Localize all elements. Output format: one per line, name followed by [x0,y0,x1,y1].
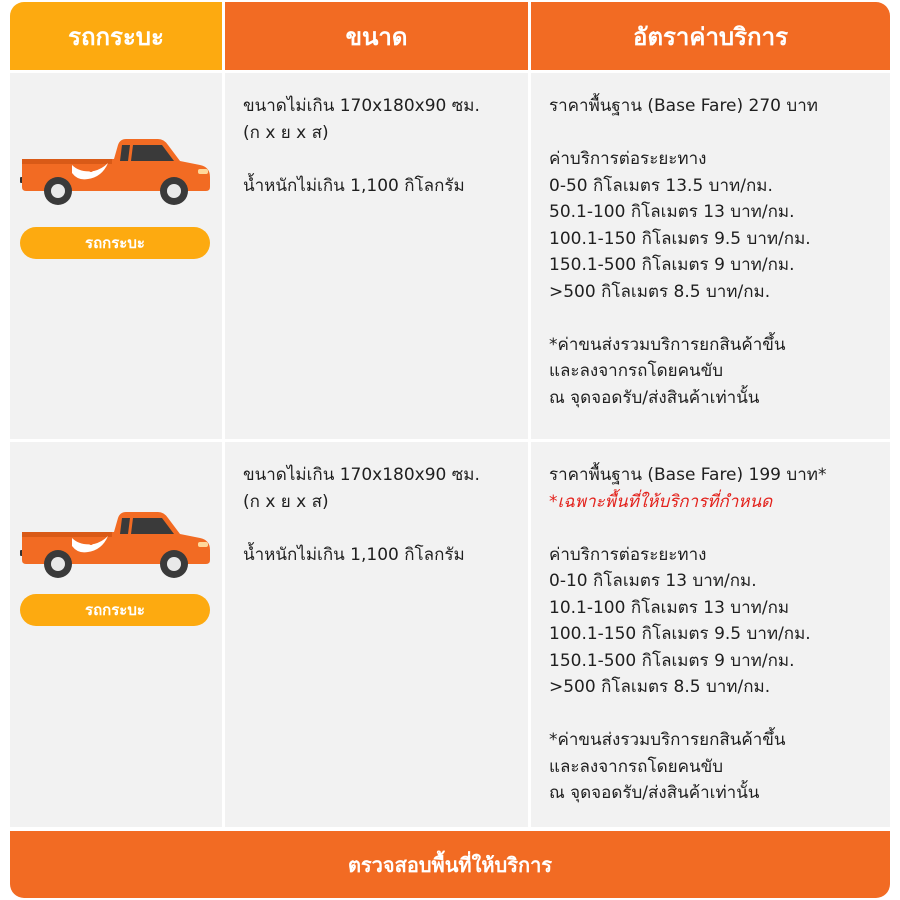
base-fare: ราคาพื้นฐาน (Base Fare) 270 บาท [549,96,818,116]
pickup-truck-icon [18,502,214,582]
table-row [10,73,890,439]
distance-rate: 50.1-100 กิโลเมตร 13 บาท/กม. [549,202,795,222]
size-dimensions-legend: (ก x ย x ส) [243,122,329,143]
rate-cell [531,442,890,827]
distance-rate: >500 กิโลเมตร 8.5 บาท/กม. [549,677,771,697]
size-cell [225,73,528,439]
pricing-table-card [10,2,890,898]
weight-limit: น้ำหนักไม่เกิน 1,100 กิโลกรัม [243,544,465,565]
distance-rate: 100.1-150 กิโลเมตร 9.5 บาท/กม. [549,624,811,644]
size-dimensions: ขนาดไม่เกิน 170x180x90 ซม. [243,465,480,485]
service-note: ณ จุดจอดรับ/ส่งสินค้าเท่านั้น [549,387,760,408]
vehicle-cell [10,442,222,827]
check-service-area-button[interactable]: ตรวจสอบพื้นที่ให้บริการ [10,831,890,898]
base-fare: ราคาพื้นฐาน (Base Fare) 199 บาท* [549,465,827,485]
pickup-truck-icon [18,129,214,209]
size-cell [225,442,528,827]
distance-rate: 10.1-100 กิโลเมตร 13 บาท/กม [549,597,790,618]
rate-cell [531,73,890,439]
distance-rate-title: ค่าบริการต่อระยะทาง [549,149,707,169]
service-note: *ค่าขนส่งรวมบริการยกสินค้าขึ้น [549,730,786,750]
size-dimensions: ขนาดไม่เกิน 170x180x90 ซม. [243,96,480,116]
header-vehicle: รถกระบะ [10,2,222,70]
service-note: *ค่าขนส่งรวมบริการยกสินค้าขึ้น [549,334,786,355]
service-note: และลงจากรถโดยคนขับ [549,756,723,777]
table-row [10,442,890,827]
service-note: ณ จุดจอดรับ/ส่งสินค้าเท่านั้น [549,783,760,803]
weight-limit: น้ำหนักไม่เกิน 1,100 กิโลกรัม [243,175,465,196]
table-header [10,2,890,70]
distance-rate: 100.1-150 กิโลเมตร 9.5 บาท/กม. [549,228,811,249]
header-size: ขนาด [225,2,528,70]
distance-rate: >500 กิโลเมตร 8.5 บาท/กม. [549,281,771,302]
vehicle-cell [10,73,222,439]
vehicle-label-pill: รถกระบะ [20,594,210,626]
distance-rate: 150.1-500 กิโลเมตร 9 บาท/กม. [549,650,795,671]
service-note: และลงจากรถโดยคนขับ [549,361,723,381]
distance-rate: 0-50 กิโลเมตร 13.5 บาท/กม. [549,175,773,196]
size-dimensions-legend: (ก x ย x ส) [243,491,329,512]
vehicle-label-pill: รถกระบะ [20,227,210,259]
distance-rate: 0-10 กิโลเมตร 13 บาท/กม. [549,571,757,591]
distance-rate: 150.1-500 กิโลเมตร 9 บาท/กม. [549,255,795,275]
header-rate: อัตราค่าบริการ [531,2,890,70]
distance-rate-title: ค่าบริการต่อระยะทาง [549,544,707,565]
area-restriction-note: *เฉพาะพื้นที่ให้บริการที่กำหนด [549,491,773,512]
